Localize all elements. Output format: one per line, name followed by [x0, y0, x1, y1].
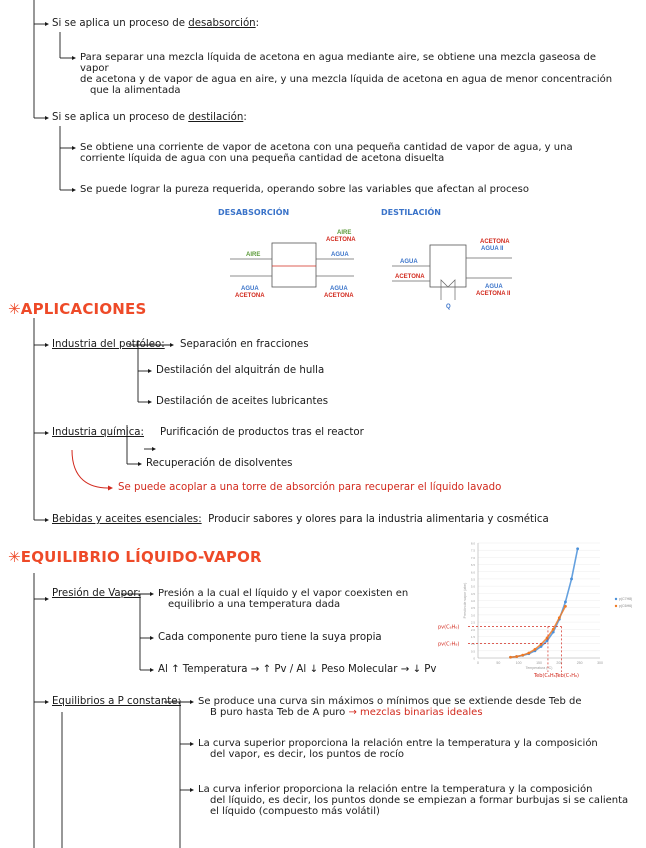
- y-tick-label: 0: [473, 656, 475, 661]
- constante-label: Equilibrios a P constante:: [52, 696, 181, 707]
- x-marker-label-1: Teb(C₆H₆): [533, 673, 558, 679]
- y-tick-label: 1.5: [470, 634, 475, 639]
- right-in-agua: AGUA: [400, 259, 418, 265]
- y-axis-label: Presión de vapor (atm): [463, 582, 467, 619]
- destilacion-detail-1: Se obtiene una corriente de vapor de acetona con una pequeña cantidad de vapor de agua, y una corriente líquida de agua con una pequeña cantidad de acetona disuelta: [80, 142, 573, 164]
- presion-item-1: Presión a la cual el líquido y el vapor coexisten en equilibrio a una temperatura dada: [158, 588, 409, 610]
- left-in-agua: AGUA: [241, 286, 259, 292]
- petroleo-item-1: Separación en fracciones: [180, 339, 309, 350]
- right-out-acetona2: ACETONA II: [476, 291, 511, 297]
- aplicaciones-heading: ✳APLICACIONES: [8, 300, 147, 318]
- bebidas-text: Producir sabores y olores para la industria alimentaria y cosmética: [208, 514, 549, 525]
- petroleo-item-3: Destilación de aceites lubricantes: [156, 396, 329, 407]
- y-tick-label: 8.0: [470, 541, 475, 546]
- y-tick-label: 7.5: [470, 548, 475, 553]
- right-heat-q: Q: [446, 304, 451, 310]
- left-out-bot-acetona: ACETONA: [324, 293, 354, 299]
- legend-marker: [615, 598, 617, 600]
- right-in-acetona: ACETONA: [395, 274, 425, 280]
- quimica-item-1: Purificación de productos tras el reactor: [160, 427, 364, 438]
- constante-item-3: La curva inferior proporciona la relación entre la temperatura y la composición del líquido, es decir, los puntos donde se empiezan a formar burbujas si se calienta el líquido (compuesto más volátil): [198, 784, 629, 817]
- constante-item-2: La curva superior proporciona la relación entre la temperatura y la composición del vapor, es decir, los puntos de rocío: [198, 738, 598, 760]
- presion-item-3: Al ↑ Temperatura → ↑ Pv / Al ↓ Peso Molecular → ↓ Pv: [158, 664, 437, 675]
- bebidas-label: Bebidas y aceites esenciales:: [52, 514, 202, 525]
- x-marker-label-2: Teb(C₇H₈): [555, 673, 579, 679]
- desabsorcion-title: Si se aplica un proceso de desabsorción:: [52, 18, 260, 29]
- y-tick-label: 2.0: [470, 627, 475, 632]
- y-tick-label: 5.0: [470, 584, 475, 589]
- petroleo-label: Industria del petróleo:: [52, 339, 165, 350]
- x-tick-label: 150: [536, 661, 542, 665]
- y-tick-label: 5.5: [470, 577, 475, 582]
- destilacion-title: Si se aplica un proceso de destilación:: [52, 112, 247, 123]
- left-out-aire: AIRE: [337, 230, 352, 236]
- x-tick-label: 50: [496, 661, 501, 665]
- right-out-agua: AGUA: [485, 284, 503, 290]
- quimica-note: Se puede acoplar a una torre de absorción para recuperar el líquido lavado: [118, 482, 502, 493]
- left-out-acetona: ACETONA: [326, 237, 356, 243]
- constante-item-1: Se produce una curva sin máximos o mínimos que se extiende desde Teb de B puro hasta Teb de A puro → mezclas binarias ideales: [198, 696, 582, 718]
- x-tick-label: 300: [597, 661, 603, 665]
- quimica-item-2: Recuperación de disolventes: [146, 458, 293, 469]
- x-tick-label: 0: [477, 661, 479, 665]
- destilacion-detail-2: Se puede lograr la pureza requerida, operando sobre las variables que afectan al proceso: [80, 184, 530, 195]
- marker-label-1: pv(C₆H₆): [438, 624, 460, 631]
- presion-label: Presión de Vapor:: [52, 588, 141, 599]
- left-in-aire: AIRE: [246, 252, 261, 258]
- left-out-agua: AGUA: [331, 252, 349, 258]
- legend-marker: [615, 605, 617, 607]
- equilibrio-heading: ✳EQUILIBRIO LÍQUIDO-VAPOR: [8, 548, 262, 566]
- marker-label-2: pv(C₇H₈): [438, 641, 460, 648]
- desabsorcion-detail: Para separar una mezcla líquida de acetona en agua mediante aire, se obtiene una mezcla gaseosa de vapor de acetona y de vapor de agua en aire, y una mezcla líquida de acetona en agua de menor concentración que la alimentada: [80, 52, 613, 96]
- y-tick-label: 4.5: [470, 591, 475, 596]
- y-tick-label: 6.5: [470, 563, 475, 568]
- y-tick-label: 1.0: [470, 642, 475, 647]
- y-tick-label: 4.0: [470, 599, 475, 603]
- y-tick-label: 2.5: [470, 620, 475, 625]
- left-in-acetona: ACETONA: [235, 293, 265, 299]
- legend-label: p(C7H8): [619, 597, 633, 601]
- legend-label: p(C6H6): [619, 604, 633, 608]
- diagram-desabsorcion-title: DESABSORCIÓN: [218, 208, 290, 217]
- presion-item-2: Cada componente puro tiene la suya propia: [158, 632, 382, 643]
- y-tick-label: 3.0: [470, 613, 475, 618]
- quimica-label: Industria química:: [52, 427, 144, 438]
- left-out-bot-agua: AGUA: [330, 286, 348, 292]
- x-tick-label: 100: [515, 661, 522, 665]
- petroleo-item-2: Destilación del alquitrán de hulla: [156, 365, 325, 376]
- y-tick-label: 6.0: [470, 570, 475, 575]
- diagram-destilacion-title: DESTILACIÓN: [381, 208, 441, 217]
- right-out-agua2: AGUA II: [481, 246, 504, 252]
- y-tick-label: 3.5: [470, 606, 475, 611]
- right-out-acetona: ACETONA: [480, 239, 510, 245]
- x-axis-label: Temperatura (ºC): [525, 666, 553, 670]
- y-tick-label: 0.5: [470, 649, 475, 654]
- y-tick-label: 7.0: [470, 555, 475, 560]
- x-tick-label: 200: [556, 661, 563, 665]
- x-tick-label: 250: [576, 661, 583, 665]
